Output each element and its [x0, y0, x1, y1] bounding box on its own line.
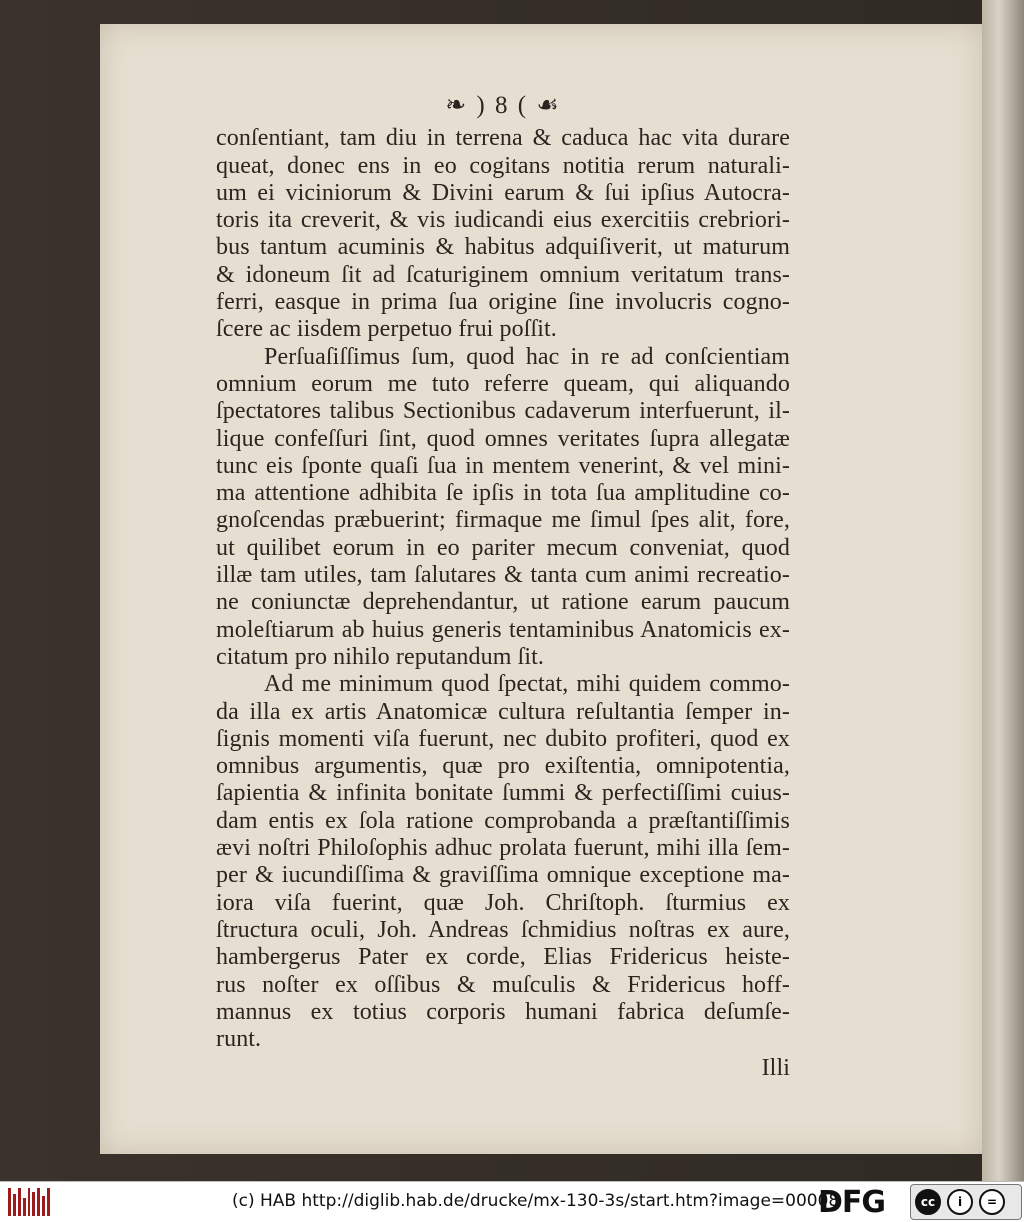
adjacent-page-edge: [982, 0, 1024, 1181]
text-line: um ei viciniorum & Divini earum & ſui ipſius Autocra-: [216, 179, 790, 206]
text-line: bus tantum acuminis & habitus adquiſiverit, ut maturum: [216, 234, 790, 261]
text-line: Ad me minimum quod ſpectat, mihi quidem commo-: [264, 671, 790, 698]
text-line: ne coniunctæ deprehendantur, ut ratione earum paucum: [216, 589, 790, 616]
paragraph: [216, 671, 790, 1053]
text-line: per & iucundiſſima & graviſſima omnique exceptione ma-: [216, 862, 790, 889]
catchword: Illi: [761, 1055, 790, 1082]
text-line: queat, donec ens in eo cogitans notitia rerum naturali-: [216, 152, 790, 179]
paragraph: [216, 344, 790, 672]
text-line: ma attentione adhibita ſe ipſis in tota ſua amplitudine co-: [216, 480, 790, 507]
text-line: conſentiant, tam diu in terrena & caduca hac vita durare: [216, 125, 790, 152]
text-line: & idoneum ſit ad ſcaturiginem omnium veritatum trans-: [216, 261, 790, 288]
footer-bar: [0, 1181, 1024, 1222]
paragraph: [216, 125, 790, 343]
text-line: lique confeſſuri ſint, quod omnes veritates ſupra allegatæ: [216, 425, 790, 452]
text-line: ſtructura oculi, Joh. Andreas ſchmidius noſtras ex aure,: [216, 916, 790, 943]
text-line: omnium eorum me tuto referre queam, qui aliquando: [216, 370, 790, 397]
page-header: ❧ ) 8 ( ☙: [445, 92, 561, 119]
body-text: [216, 125, 790, 1053]
text-line: ſignis momenti viſa fuerunt, nec dubito profiteri, quod ex: [216, 725, 790, 752]
text-line: ut quilibet eorum in eo pariter mecum conveniat, quod: [216, 534, 790, 561]
text-line: ſapientia & infinita bonitate ſummi & perfectiſſimi cuius-: [216, 780, 790, 807]
citation-link[interactable]: (c) HAB http://diglib.hab.de/drucke/mx-130-3s/start.htm?image=00008: [232, 1191, 840, 1211]
text-line: illæ tam utiles, tam ſalutares & tanta cum animi recreatio-: [216, 562, 790, 589]
text-line: runt.: [216, 1026, 262, 1053]
text-line: ferri, easque in prima ſua origine ſine involucris cogno-: [216, 289, 790, 316]
catchword-row: [216, 1055, 790, 1082]
text-line: hambergerus Pater ex corde, Elias Fridericus heiste-: [216, 944, 790, 971]
cc-icon: cc: [915, 1189, 941, 1215]
cc-license-badge[interactable]: [910, 1184, 1022, 1220]
text-line: mannus ex totius corporis humani fabrica deſumſe-: [216, 998, 790, 1025]
text-line: rus noſter ex oſſibus & muſculis & Fridericus hoff-: [216, 971, 790, 998]
dfg-logo: DFG: [818, 1185, 886, 1220]
hab-logo-icon: [8, 1188, 50, 1216]
text-line: ſcere ac iisdem perpetuo frui poſſit.: [216, 316, 557, 343]
text-line: da illa ex artis Anatomicæ cultura reſultantia ſemper in-: [216, 698, 790, 725]
by-attribution-icon: i: [947, 1189, 973, 1215]
sharealike-icon: =: [979, 1189, 1005, 1215]
text-block: [216, 92, 790, 1083]
text-line: moleſtiarum ab huius generis tentaminibus Anatomicis ex-: [216, 616, 790, 643]
text-line: ſpectatores talibus Sectionibus cadaverum interfuerunt, il-: [216, 398, 790, 425]
text-line: omnibus argumentis, quæ pro exiſtentia, omnipotentia,: [216, 753, 790, 780]
text-line: citatum pro nihilo reputandum ſit.: [216, 643, 545, 670]
text-line: ævi noſtri Philoſophis adhuc prolata fuerunt, mihi illa ſem-: [216, 835, 790, 862]
text-line: tunc eis ſponte quaſi ſua in mentem venerint, & vel mini-: [216, 452, 790, 479]
text-line: gnoſcendas præbuerint; firmaque me ſimul ſpes alit, fore,: [216, 507, 790, 534]
text-line: dam entis ex ſola ratione comprobanda a præſtantiſſimis: [216, 807, 790, 834]
text-line: Perſuaſiſſimus ſum, quod hac in re ad conſcientiam: [264, 343, 790, 370]
text-line: iora viſa fuerint, quæ Joh. Chriſtoph. ſturmius ex: [216, 889, 790, 916]
text-line: toris ita creverit, & vis iudicandi eius exercitiis crebriori-: [216, 207, 790, 234]
